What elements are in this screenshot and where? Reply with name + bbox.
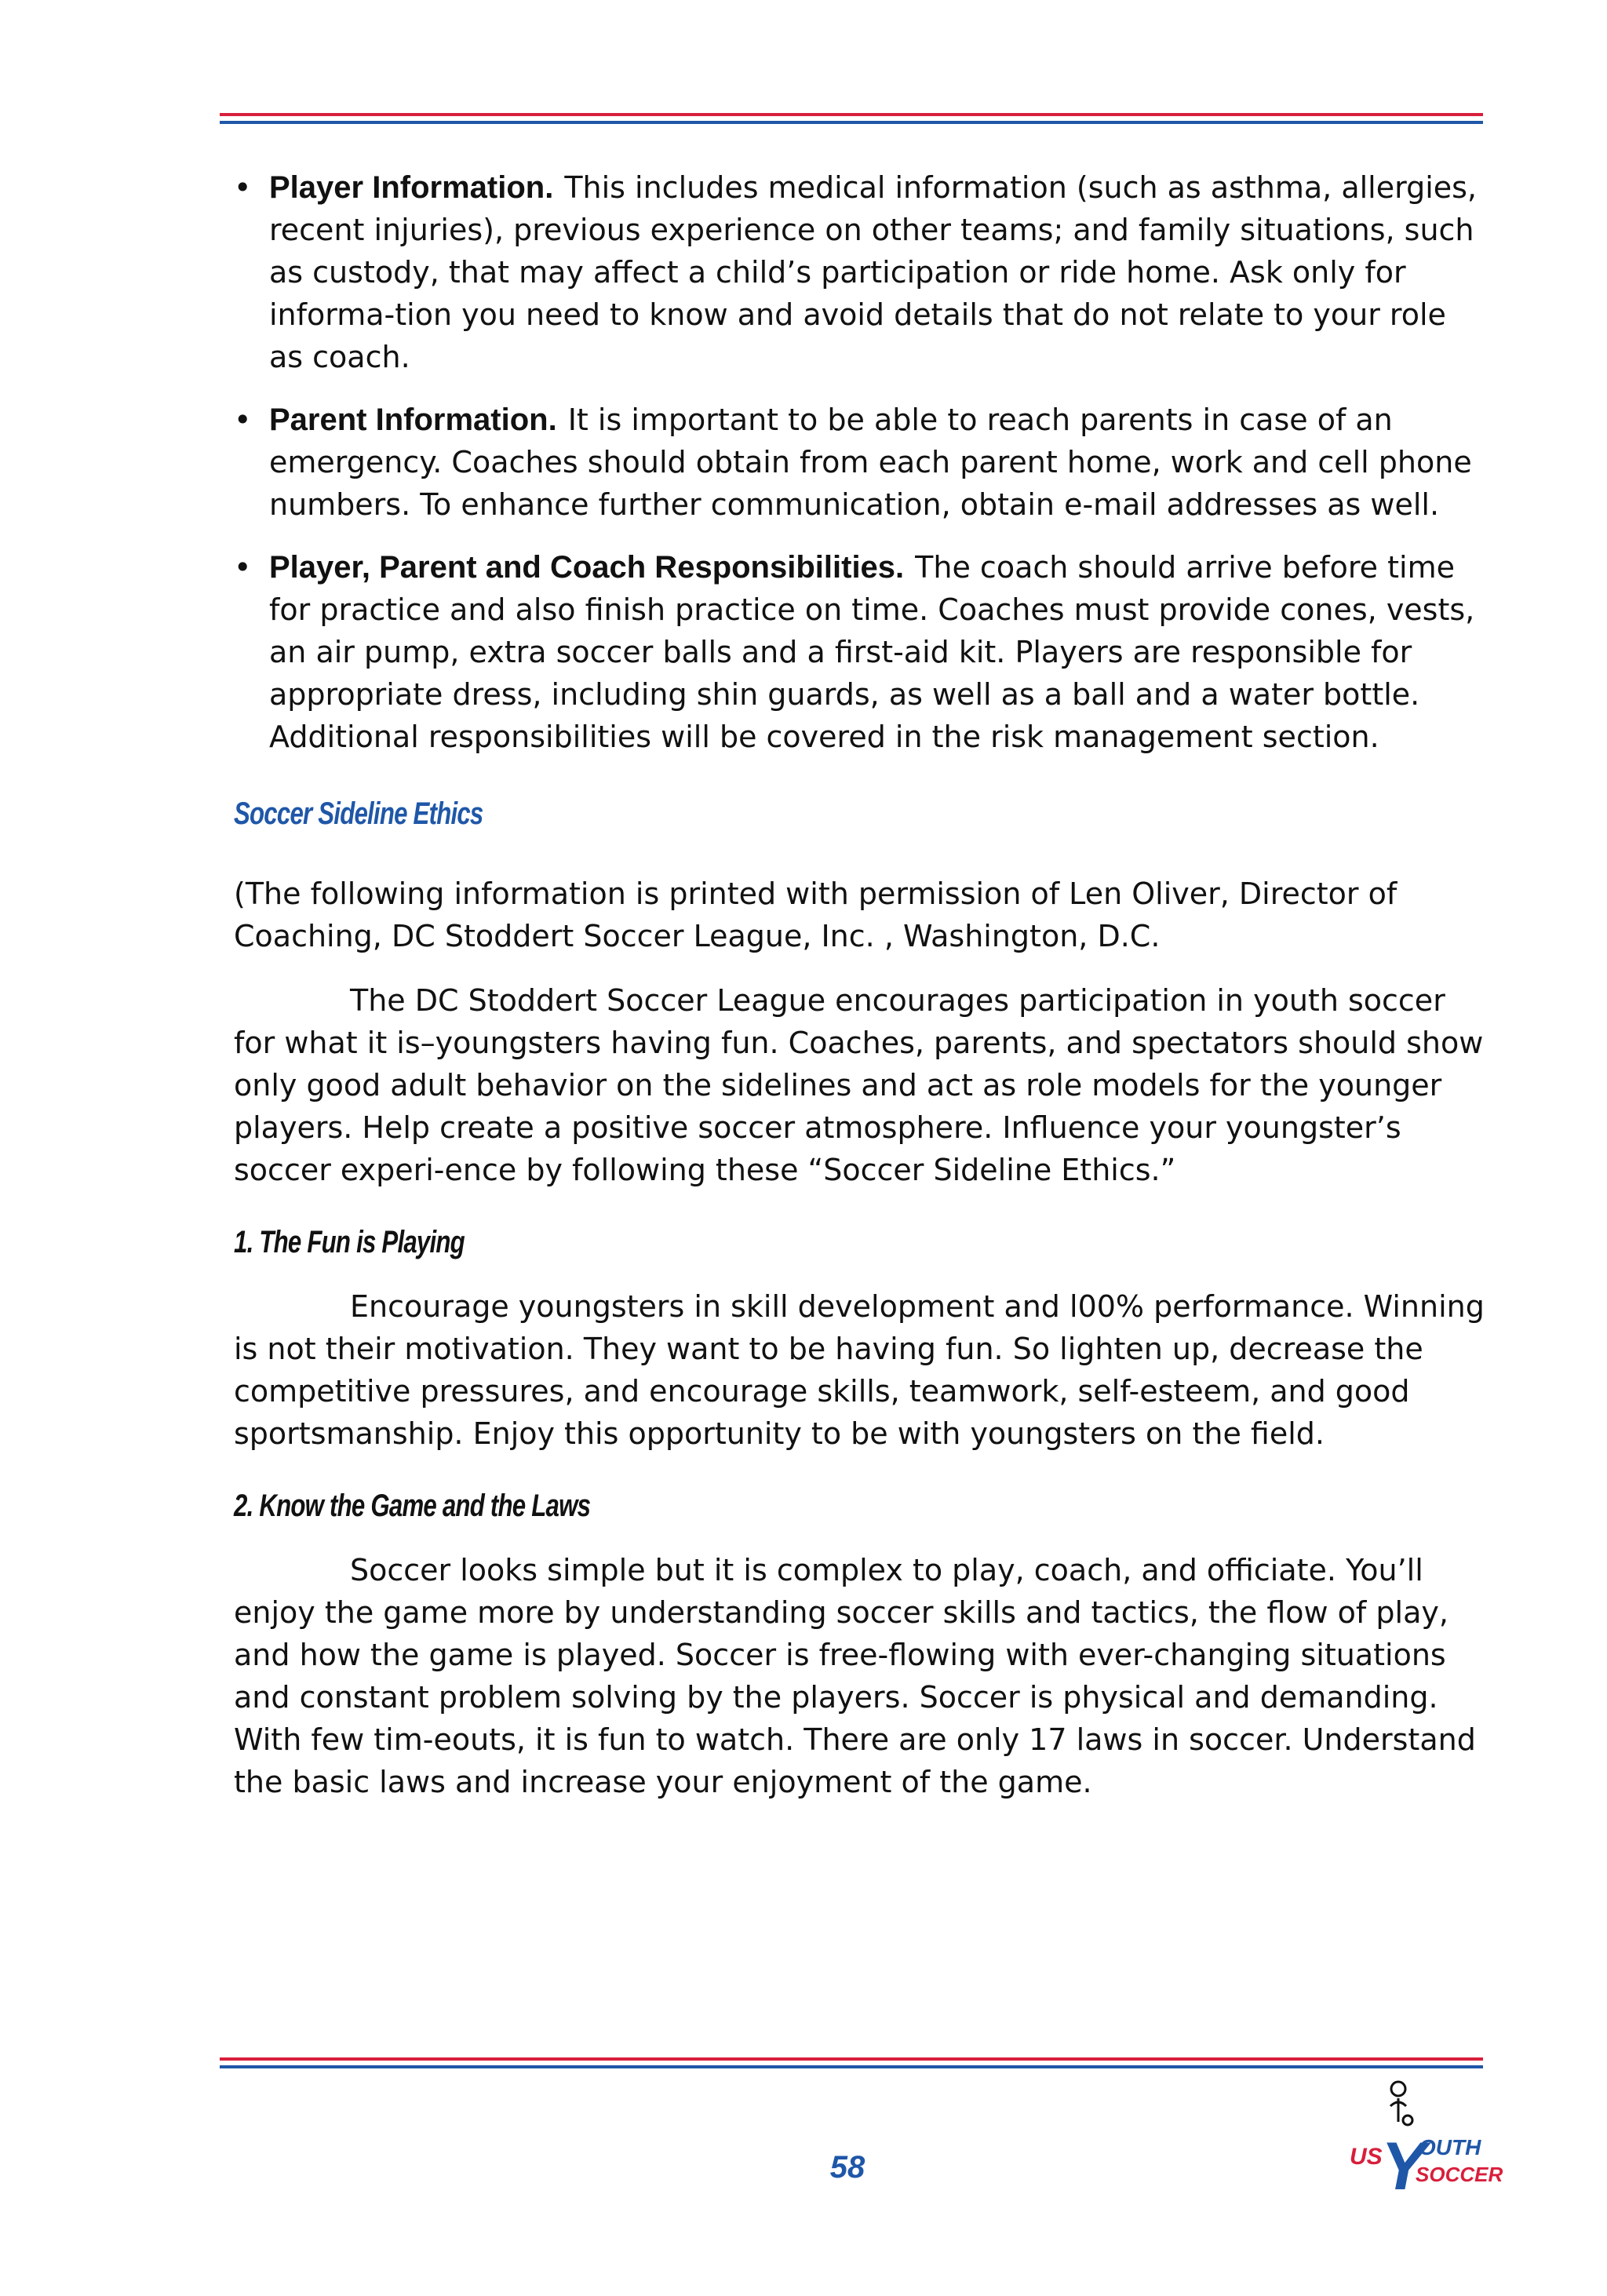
permission-paragraph: (The following information is printed with permission of Len Oliver, Director of Coaching, DC Stoddert Soccer League, Inc. , Washington, D.C.: [234, 876, 1397, 953]
bullet-dot: •: [234, 403, 252, 437]
bullet-text: This includes medical information (such as asthma, allergies, recent injuries), previous experience on other teams; and family situations, such as custody, that may affect a child’s participation or ride home. Ask only for informa-tion you need to know and avoid details that do not relate to your role as coach.: [269, 170, 1478, 374]
bottom-rule-blue: [220, 2065, 1483, 2068]
bottom-rule: [220, 2057, 1483, 2070]
top-rule-red: [220, 113, 1483, 116]
subsection-heading-laws: 2. Know the Game and the Laws: [234, 1489, 591, 1523]
bullet-player-information: [234, 166, 1489, 378]
logo-graphic: [1350, 2079, 1503, 2204]
section-heading: Soccer Sideline Ethics: [234, 796, 483, 831]
subsection-heading-fun: 1. The Fun is Playing: [234, 1225, 465, 1259]
intro-paragraph: The DC Stoddert Soccer League encourages participation in youth soccer for what it is–youngsters having fun. Coaches, parents, and spectators should show only good adult behavior on the sidelines and act as role models for the younger players. Help create a positive soccer atmosphere. Influence your youngster’s soccer experi-ence by following these “Soccer Sideline Ethics.”: [234, 983, 1484, 1187]
bullet-lead: Parent Information.: [269, 403, 557, 437]
subsection-paragraph-fun: Encourage youngsters in skill development and l00% performance. Winning is not their motivation. They want to be having fun. So lighten up, decrease the competitive pressures, and encourage skills, teamwork, self-esteem, and good sportsmanship. Enjoy this opportunity to be with youngsters on the field.: [234, 1289, 1485, 1451]
bullet-parent-information: [234, 399, 1489, 526]
top-rule-blue: [220, 121, 1483, 124]
bullet-lead: Player Information.: [269, 170, 554, 205]
bottom-rule-red: [220, 2057, 1483, 2061]
bullet-lead: Player, Parent and Coach Responsibilities.: [269, 550, 905, 585]
logo-outh-text: OUTH: [1419, 2135, 1481, 2159]
page-content: [234, 166, 1489, 1825]
us-youth-soccer-logo: [1350, 2079, 1503, 2204]
bullet-dot: •: [234, 550, 252, 585]
bullet-responsibilities: [234, 546, 1489, 758]
subsection-paragraph-laws: Soccer looks simple but it is complex to play, coach, and officiate. You’ll enjoy the game more by understanding soccer skills and tactics, the flow of play, and how the game is played. Soccer is free-flowing with ever-changing situations and constant problem solving by the players. Soccer is physical and demanding. With few tim-eouts, it is fun to watch. There are only 17 laws in soccer. Understand the basic laws and increase your enjoyment of the game.: [234, 1553, 1476, 1799]
logo-y-text: Y: [1381, 2129, 1427, 2204]
bullet-text: The coach should arrive before time for practice and also finish practice on time. Coaches must provide cones, vests, an air pump, extra soccer balls and a first-aid kit. Players are responsible for appropriate dress, including shin guards, as well as a ball and a water bottle. Additional responsibilities will be covered in the risk management section.: [269, 550, 1475, 754]
bullet-dot: •: [234, 170, 252, 205]
top-rule: [220, 113, 1483, 126]
logo-soccer-text: SOCCER: [1416, 2163, 1503, 2186]
page-number: 58: [829, 2150, 865, 2185]
logo-us-text: US: [1350, 2144, 1383, 2170]
bullet-text: It is important to be able to reach parents in case of an emergency. Coaches should obtain from each parent home, work and cell phone numbers. To enhance further communication, obtain e-mail addresses as well.: [269, 403, 1472, 522]
